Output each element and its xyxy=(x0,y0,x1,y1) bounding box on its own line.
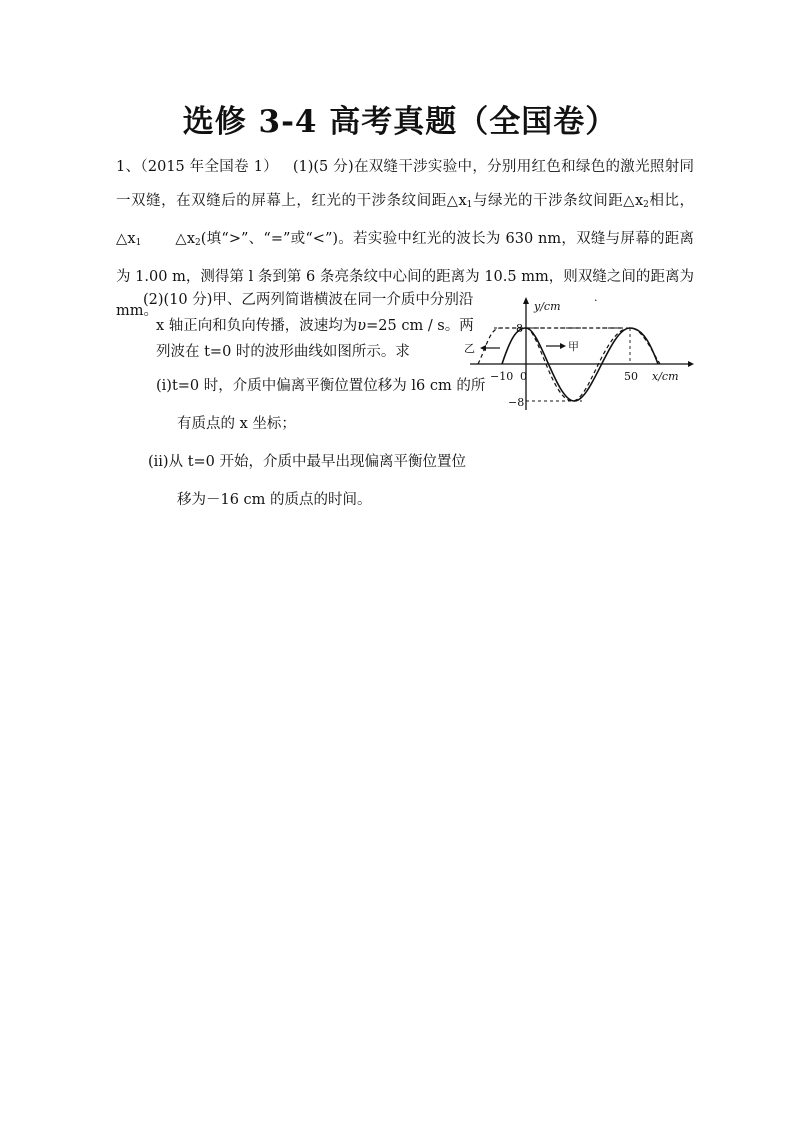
tick-8: 8 xyxy=(516,322,523,335)
x-axis-arrow xyxy=(688,361,694,367)
question-text: 相比，△x xyxy=(116,193,695,247)
stray-dot: · xyxy=(594,294,598,307)
tick-neg8: −8 xyxy=(508,396,525,409)
x-axis-label: x/cm xyxy=(652,370,679,383)
question-text: 与绿光的干涉条纹间距△x xyxy=(472,193,644,209)
wave-label-yi: 乙 xyxy=(464,342,475,355)
tick-neg10: −10 xyxy=(490,370,514,383)
tick-50: 50 xyxy=(624,370,638,383)
q2-sub-ii-line-2: 移为－16 cm 的质点的时间。 xyxy=(177,492,372,508)
tick-0: 0 xyxy=(520,370,527,383)
wave-diagram xyxy=(460,288,690,416)
q2-sub-i-line-1: (i)t=0 时，介质中偏离平衡位置位移为 l6 cm 的所 xyxy=(156,378,486,394)
subscript: 2 xyxy=(195,238,201,248)
subscript: 2 xyxy=(643,200,649,210)
question-number: 1、 xyxy=(116,159,141,175)
q2-line-1: (2)(10 分)甲、乙两列简谐横波在同一介质中分别沿 xyxy=(143,292,474,308)
question-source: （2015 年全国卷 1） xyxy=(140,159,279,175)
velocity-symbol: υ xyxy=(357,318,367,334)
question-text: 在双缝干涉实验中，分别用红色和绿色的激光照射同一双缝，在双缝后的屏幕上，红光的干涉条纹间距△x xyxy=(116,159,694,209)
jia-arrow-head xyxy=(560,343,566,349)
page-title: 选修 3-4 高考真题（全国卷） xyxy=(182,104,618,140)
y-axis-label: y/cm xyxy=(534,300,561,313)
wave-label-jia: 甲 xyxy=(568,340,579,353)
q2-line-3: 列波在 t=0 时的波形曲线如图所示。求 xyxy=(156,344,410,360)
question-part: (1)(5 分) xyxy=(292,159,354,175)
q2-sub-i-line-2: 有质点的 x 坐标； xyxy=(177,416,296,432)
q2-text: x 轴正向和负向传播，波速均为 xyxy=(156,318,358,334)
q2-sub-ii-line-1: (ii)从 t=0 开始，介质中最早出现偏离平衡位置位 xyxy=(148,454,467,470)
question-text: (填“>”、“=”或“<”)。若实验中红光的波长为 630 nm，双缝与屏幕的距离为 1.00 m，测得第 l 条到第 6 条亮条纹中心间的距离为 10.5 mm，则双缝之间的距离为 mm。 xyxy=(116,231,694,319)
yi-arrow-head xyxy=(480,345,486,351)
q2-text: =25 cm / s。两 xyxy=(366,318,474,334)
y-axis-arrow xyxy=(523,297,529,304)
subscript: 1 xyxy=(466,200,473,210)
subscript: 1 xyxy=(135,238,142,248)
wave-figure xyxy=(460,288,690,416)
q2-line-2 xyxy=(156,314,474,335)
question-text: △x xyxy=(175,231,195,247)
